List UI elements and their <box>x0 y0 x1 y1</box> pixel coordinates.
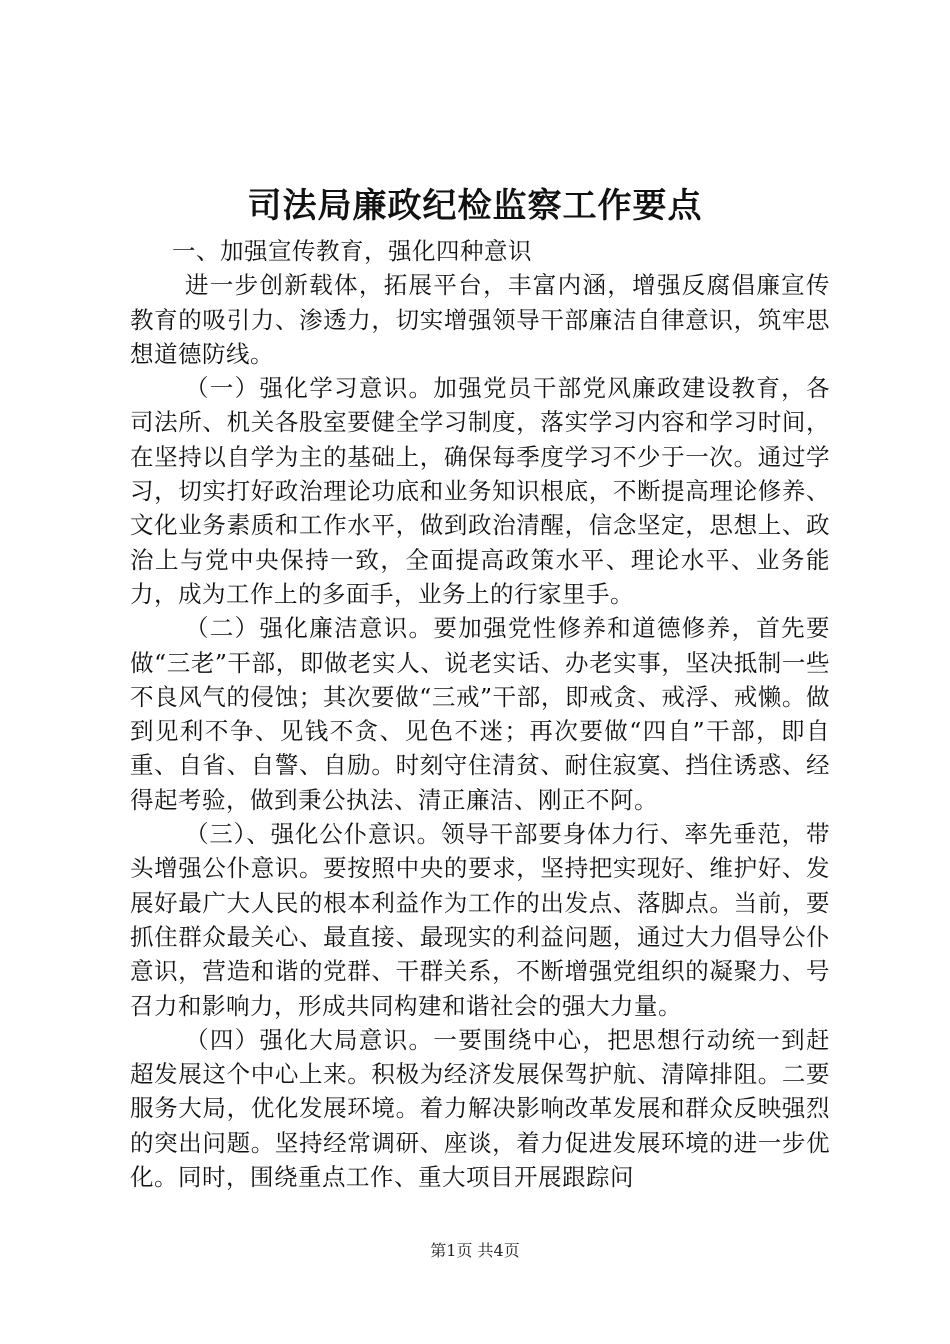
paragraph-integrity-awareness: （二）强化廉洁意识。要加强党性修养和道德修养，首先要做“三老”干部，即做老实人、说老实话、办老实事，坚决抵制一些不良风气的侵蚀；其次要做“三戒”干部，即戒贪、戒浮、戒懒。做到见利不争、见钱不贪、见色不迷；再次要做“四自”干部，即自重、自省、自警、自励。时刻守住清贫、耐住寂寞、挡住诱惑、经得起考验，做到秉公执法、清正廉洁、刚正不阿。 <box>130 614 830 814</box>
section-heading: 一、加强宣传教育，强化四种意识 <box>172 237 532 265</box>
paragraph-intro: 进一步创新载体，拓展平台，丰富内涵，增强反腐倡廉宣传教育的吸引力、渗透力，切实增强领导干部廉洁自律意识，筑牢思想道德防线。 <box>130 271 830 368</box>
document-body <box>130 234 830 1194</box>
paragraph-servant-awareness: （三）、强化公仆意识。领导干部要身体力行、率先垂范，带头增强公仆意识。要按照中央的要求，坚持把实现好、维护好、发展好最广大人民的根本利益作为工作的出发点、落脚点。当前，要抓住群众最关心、最直接、最现实的利益问题，通过大力倡导公仆意识，营造和谐的党群、干群关系，不断增强党组织的凝聚力、号召力和影响力，形成共同构建和谐社会的强大力量。 <box>130 820 830 1020</box>
paragraph-overall-awareness: （四）强化大局意识。一要围绕中心，把思想行动统一到赶超发展这个中心上来。积极为经济发展保驾护航、清障排阻。二要服务大局，优化发展环境。着力解决影响改革发展和群众反映强烈的突出问题。坚持经常调研、座谈，着力促进发展环境的进一步优化。同时，围绕重点工作、重大项目开展跟踪问 <box>130 1025 830 1192</box>
page-number-footer: 第1页 共4页 <box>430 1241 520 1260</box>
document-title: 司法局廉政纪检监察工作要点 <box>247 186 703 226</box>
paragraph-study-awareness: （一）强化学习意识。加强党员干部党风廉政建设教育，各司法所、机关各股室要健全学习制度，落实学习内容和学习时间，在坚持以自学为主的基础上，确保每季度学习不少于一次。通过学习，切实打好政治理论功底和业务知识根底，不断提高理论修养、文化业务素质和工作水平，做到政治清醒，信念坚定，思想上、政治上与党中央保持一致，全面提高政策水平、理论水平、业务能力，成为工作上的多面手，业务上的行家里手。 <box>130 374 830 608</box>
